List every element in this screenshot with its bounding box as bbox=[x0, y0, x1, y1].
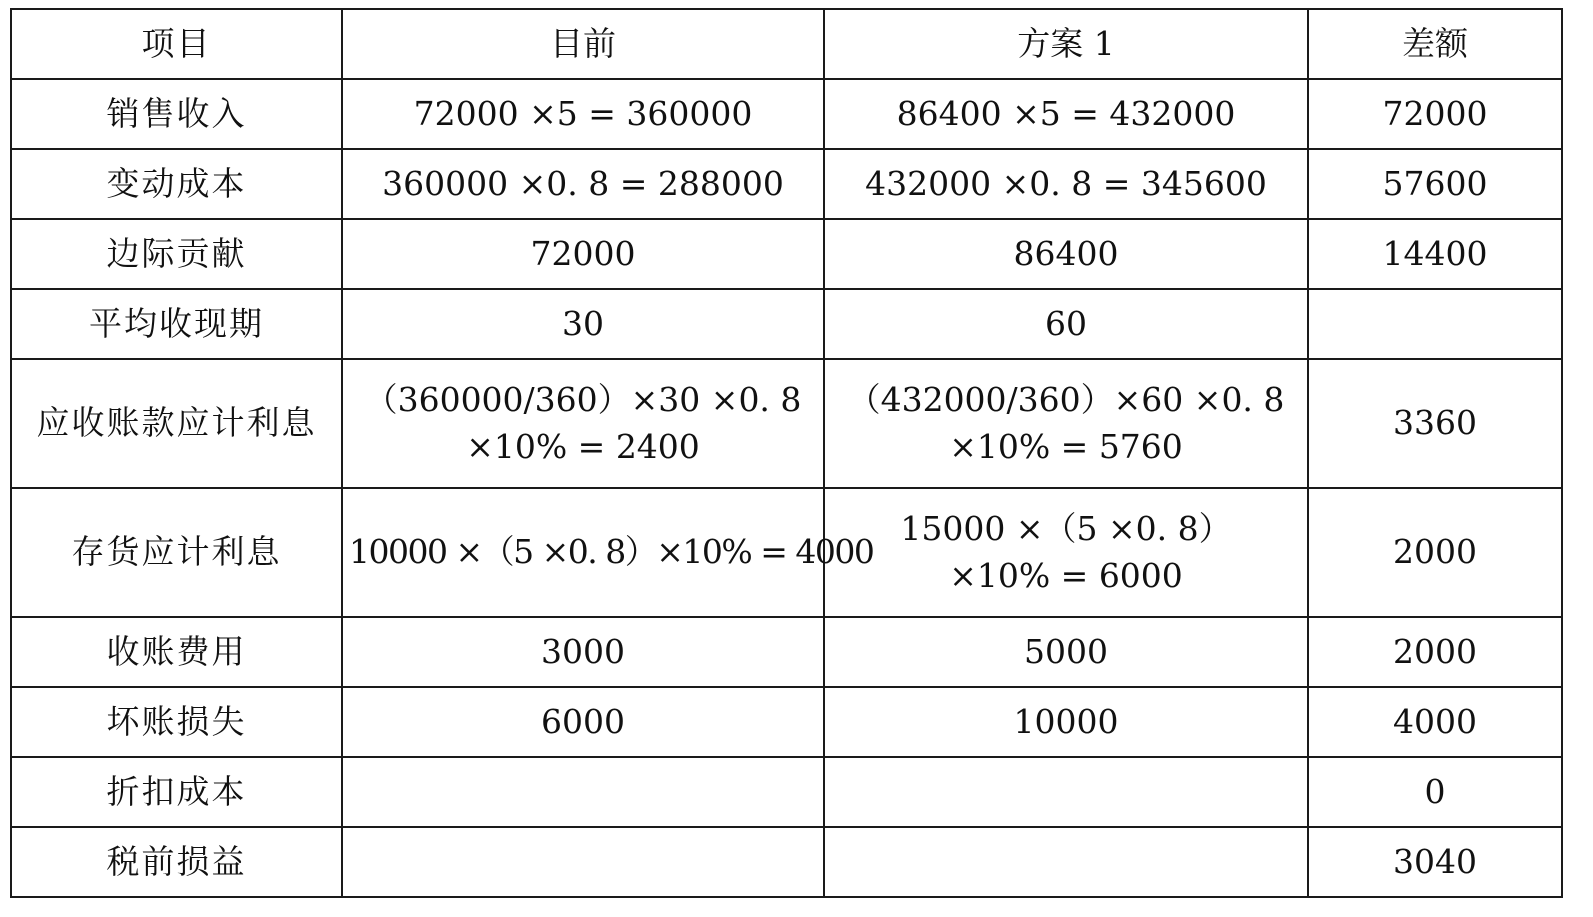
plan1-line: 15000 ×（5 ×0. 8） bbox=[900, 508, 1232, 548]
difference-value: 72000 bbox=[1308, 79, 1562, 149]
header-item: 项目 bbox=[11, 9, 342, 79]
table-row bbox=[11, 359, 1562, 488]
comparison-table-container bbox=[10, 8, 1561, 895]
plan1-line: 60 bbox=[1045, 303, 1087, 343]
current-value bbox=[342, 149, 824, 219]
table-row bbox=[11, 149, 1562, 219]
header-difference: 差额 bbox=[1308, 9, 1562, 79]
current-value bbox=[342, 827, 824, 897]
plan1-value bbox=[824, 617, 1308, 687]
row-label: 折扣成本 bbox=[11, 757, 342, 827]
header-current: 目前 bbox=[342, 9, 824, 79]
table-row bbox=[11, 79, 1562, 149]
plan1-value bbox=[824, 79, 1308, 149]
difference-value: 2000 bbox=[1308, 488, 1562, 617]
current-line: 360000 ×0. 8 = 288000 bbox=[382, 163, 784, 203]
row-label: 税前损益 bbox=[11, 827, 342, 897]
row-label: 坏账损失 bbox=[11, 687, 342, 757]
header-plan-1: 方案 1 bbox=[824, 9, 1308, 79]
table-row bbox=[11, 289, 1562, 359]
plan1-line: 432000 ×0. 8 = 345600 bbox=[865, 163, 1267, 203]
table-row bbox=[11, 827, 1562, 897]
table-row bbox=[11, 757, 1562, 827]
plan1-value bbox=[824, 219, 1308, 289]
plan1-line: 10000 bbox=[1013, 701, 1119, 741]
difference-value: 4000 bbox=[1308, 687, 1562, 757]
difference-value: 3040 bbox=[1308, 827, 1562, 897]
row-label: 变动成本 bbox=[11, 149, 342, 219]
current-value bbox=[342, 359, 824, 488]
table-row bbox=[11, 219, 1562, 289]
row-label: 销售收入 bbox=[11, 79, 342, 149]
table-row bbox=[11, 488, 1562, 617]
current-value bbox=[342, 687, 824, 757]
difference-value: 2000 bbox=[1308, 617, 1562, 687]
current-value bbox=[342, 488, 874, 617]
plan1-value bbox=[824, 827, 1308, 897]
plan1-value bbox=[824, 359, 1308, 488]
plan1-line: ×10% = 5760 bbox=[949, 426, 1183, 466]
plan1-value bbox=[824, 289, 1308, 359]
current-value bbox=[342, 79, 824, 149]
current-line: 6000 bbox=[541, 701, 625, 741]
difference-value: 0 bbox=[1308, 757, 1562, 827]
header-row bbox=[11, 9, 1562, 79]
table-row bbox=[11, 617, 1562, 687]
plan1-line: ×10% = 6000 bbox=[949, 555, 1183, 595]
plan1-line: 5000 bbox=[1024, 631, 1108, 671]
difference-value: 57600 bbox=[1308, 149, 1562, 219]
table-row bbox=[11, 687, 1562, 757]
current-line: 72000 bbox=[530, 233, 636, 273]
row-label: 平均收现期 bbox=[11, 289, 342, 359]
plan1-value bbox=[824, 757, 1308, 827]
plan1-value bbox=[824, 149, 1308, 219]
difference-value: 3360 bbox=[1308, 359, 1562, 488]
plan1-line: （432000/360）×60 ×0. 8 bbox=[847, 379, 1285, 419]
current-value bbox=[342, 757, 824, 827]
row-label: 应收账款应计利息 bbox=[11, 359, 342, 488]
plan1-line: 86400 bbox=[1013, 233, 1119, 273]
plan1-value bbox=[824, 488, 1308, 617]
current-value bbox=[342, 219, 824, 289]
difference-value: 14400 bbox=[1308, 219, 1562, 289]
plan1-value bbox=[824, 687, 1308, 757]
current-value bbox=[342, 617, 824, 687]
current-line: 72000 ×5 = 360000 bbox=[413, 93, 753, 133]
credit-policy-comparison-table bbox=[10, 8, 1563, 898]
current-line: 3000 bbox=[541, 631, 625, 671]
current-line: ×10% = 2400 bbox=[466, 426, 700, 466]
difference-value bbox=[1308, 289, 1562, 359]
current-line: 30 bbox=[562, 303, 604, 343]
row-label: 边际贡献 bbox=[11, 219, 342, 289]
plan1-line: 86400 ×5 = 432000 bbox=[896, 93, 1236, 133]
current-line: 10000 ×（5 ×0. 8）×10% = 4000 bbox=[349, 532, 874, 572]
current-line: （360000/360）×30 ×0. 8 bbox=[364, 379, 802, 419]
row-label: 存货应计利息 bbox=[11, 488, 342, 617]
row-label: 收账费用 bbox=[11, 617, 342, 687]
current-value bbox=[342, 289, 824, 359]
